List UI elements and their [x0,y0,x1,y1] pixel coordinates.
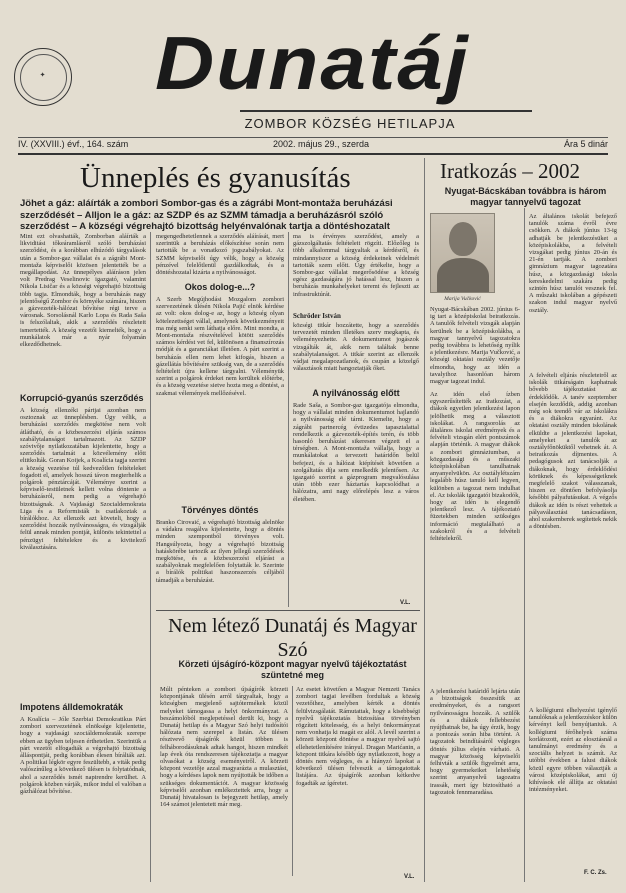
right-deck: Nyugat-Bácskában továbbra is három magyar tannyelvű tagozat [444,186,607,207]
main-headline: Ünneplés és gyanusítás [80,162,351,194]
right-col4a-text: Nyugat-Bácskában 2002. június 6-ig tart a középiskolai beiratkozás. A tanulók felvételi vizsgák alapján kerülnek be a középiskolákba, a magyar tannyelvű tagozatokra pedig továbbra is lehetőség nyílik a jelentkezésre. Marija Vučković, a községi oktatási osztály vezetője elmondta, hogy az idén a tavalyihoz hasonlóan három magyar tagozat indul. [430,306,520,386]
issue-bar [18,139,608,152]
column-rule-5 [292,686,293,876]
newspaper-subtitle: ZOMBOR KÖZSÉG HETILAPJA [244,116,456,131]
photo-caption: Marija Vučković [444,296,481,302]
main-sub-impotens: Impotens álldemokraták [20,702,146,713]
third-col3c-text: Rade Saša, a Sombor-gaz igazgatója elmondta, hogy a vállalat minden dokumentumot hajlandó a nyilvánosság elé tárni. Kiemelte, hogy a zágrábi partnercég évtizedes tapasztalattal rendelkezik a gázvezeték-építés terén, és több hasonló beruházást sikeresen végzett el a térségben. A Mont-montaža vállalja, hogy a munkálatokat a tervezett határidőn belül befejezi, és a hálózat kiépítését követően a szolgáltatás díja sem emelkedik jelentősen. Az igazgató szerint a gázprogram megvalósulása után több ezer háztartás kapcsolódhat a hálózatra, ami nagy előrelépés lesz a város életében. [293,402,419,503]
middle-col2a-text: megengedhetetlennek a szerződés aláírását, mert szerintük a beruházás előkészítése során nem tartották be a vonatkozó jogszabályokat. Az SZMM képviselői úgy vélik, hogy a község pénzével felelőtlenül gazdálkodtak, és a döntéshozatal kizárta a nyilvánosságot. [156,233,284,277]
photo-body-shape [437,258,489,293]
photo-head-shape [449,222,477,256]
bottom-col2-text: Az esetet követően a Magyar Nemzeti Tanács zombori tagjai levélben fordultak a község vezetőihez, amelyben kérték a döntés felülvizsgálatát. Rámutattak, hogy a kisebbségi nyelvű tájékoztatás biztosítása törvényben rögzített kötelesség, és a helyi önkormányzat nem vonhatja ki magát ez alól. A levél szerint a körzeti központ döntése a magyar nyelvű sajtó ellehetetlenítésére irányul. Dragan Marićanin, a központ titkára később úgy nyilatkozott, hogy a döntés nem végleges, és a hiányzó lapokat a következő ülésen felveszik a támogatottak listájára. Az újságírók azonban kétkedve fogadták az ígéretet. [296,686,420,787]
right-col5c-text: A kollégiumi elhelyezést igénylő tanulóknak a jelentkezéskor külön kérvényt kell benyújtaniuk. A kollégiumi férőhelyek száma korlátozott, ezért az elosztásnál a tanulmányi eredmény és a szociális helyzet is számít. Az utóbbi években a falusi diákok közül egyre többen választják a városi középiskolákat, ami új kihívások elé állítja az oktatási intézményeket. [529,707,617,794]
column-rule-2 [288,232,289,607]
right-headline: Iratkozás – 2002 [440,159,580,183]
column-rule-1 [150,232,151,882]
right-col5a-text: Az általános iskolát befejező tanulók száma évről évre csökken. A diákok június 13-ig adhatják be jelentkezésüket a középiskolákba, a felvételi vizsgákat pedig június 20-án és 21-én tartják. A zombori gimnázium magyar tagozatára húsz, a közgazdasági iskola kereskedelmi szakára pedig szintén húsz tanulót vesznek fel. A műszaki iskolában a gépészeti szakon indul magyar nyelvű osztály. [529,213,617,314]
right-col4a-wrap [499,213,519,305]
bottom-story-rule [156,610,420,611]
issue-price: Ára 5 dinár [563,139,608,149]
main-sub-korrupcio: Korrupció-gyanús szerződés [20,393,146,404]
third-initials: V.L. [400,600,411,606]
bottom-headline: Nem létező Dunatáj és Magyar Szó [168,615,417,661]
issue-number: IV. (XXVIII.) évf., 164. szám [18,139,129,149]
publisher-seal [14,48,72,106]
issue-date: 2002. május 29., szerda [273,139,370,149]
middle-col2b-text: A Szerb Megújhodási Mozgalom zombori szervezetének ülésén Nikola Pajić elnök kérdése az volt: okos dolog-e az, hogy a község olyan kötelezettséget vállal, amelynek következményeit ma még senki sem láthatja előre. Mint mondta, a Mont-montaža részvételével kötött szerződés számos kérdést vet fel, különösen a finanszírozás módját és a garanciákat illetően. A párt szerint a beruházás ellen nem lehet kifogás, hiszen a gázellátás bővítésére szükség van, de a szerződés feltételeit újra kellene tárgyalni. Véleményük szerint a polgárok érdekei nem kerültek előtérbe, és a község vezetése sietve hozta meg a döntést, a szakmai vélemények mellőzésével. [156,296,284,397]
third-col3a-text: ma is érvényes szerződést, amely a gázszolgáltatás feltételeit rögzíti. Előzőleg is több alkalommal tárgyaltak a kérdésről, és mindannyiszor a község érdekeinek védelmét tartották szem előtt. Úgy értékelte, hogy a Sombor-gaz vállalat megerősödése a község egész gazdaságára jó hatással lesz, hiszen a beruházás munkahelyeket teremt és fejleszti az infrastruktúrát. [293,233,419,298]
seal-emblem: ✦ [39,72,47,79]
third-byline: Schröder István [293,312,341,320]
column-rule-3 [424,158,425,882]
issue-rule-bottom [18,153,608,155]
right-col4b-text: Az idén első ízben egyszerűsítették az iratkozást, a diákok egyetlen jelentkezési lapon jelölhetik meg a választott iskolákat. A rangsorolás az általános iskolai eredmények és a felvételi vizsgán elért pontszámok alapján történik. A magyar diákok a zombori gimnáziumban, a közgazdasági és a műszaki középiskolában tanulhatnak anyanyelvükön. Az osztálylétszám legalább húsz tanuló kell legyen, különben a tagozat nem indulhat el. Az iskolák igazgatói bizakodók, hogy az idén is elegendő jelentkező lesz. A tájékoztató füzetekben minden szükséges információ megtalálható a szakokról és a felvételi feltételekről. [430,391,520,543]
main-col1c-text: A Koalícia – Jóle Szerbiai Demokratikus Párt zombori szervezetének elnöksége kijelentette, hogy a vajdasági szociáldemokraták szerepe ebben az ügyben teljesen érthetetlen. Szerintük a párt vezetői elfogadták a végrehajtó bizottság álláspontját, pedig korábban élesen bírálták azt. A politikai légkör egyre feszültebb, a viták pedig valószínűleg a következő ülésen is folytatódnak, ahol a szerződés ismét napirendre kerülhet. A polgárok közben várják, mikor indul el valóban a gázhálózat bővítése. [20,716,146,796]
third-sub-nyilvanossag: A nyilvánosság előtt [293,388,419,399]
main-col1-text: Mint ezt olvashatták, Zomborban aláírták a likviditási tőkeáramlásról szóló beruházási szerződést, és a korábban elhúzódó tárgyalások után a Sombor-gaz vállalat és a zágrábi Mont-montaža képviselői közösen jelentették be a megállapodást. Az ünnepélyes aláíráson jelen volt Predrag Veselinovic igazgató, valamint Nikola Lisičar és a községi végrehajtó bizottság több tagja. Elmondták, hogy a beruházás nagy jelentőségű Zombor és környéke számára, hiszen a gázvezeték-hálózat bővítése régi terve a városnak. Sorsolásnál Karlo Lopa és Rada Saša is felszólaltak, akik a szerződés részleteit ismertették. A község vezetői kiemelték, hogy a munkálatok már a nyár folyamán elkezdődhetnek. [20,233,146,349]
portrait-photo [430,213,495,293]
middle-sub-torvenyes: Törvényes döntés [156,505,284,516]
main-deck: Jöhet a gáz: aláírták a zombori Sombor-gas és a zágrábi Mont-montaža beruházási szerződését – Alljon le a gáz: az SZDP és az SZMM támadja a beruházásról szóló szerződést – A községi végrehajtó bizottság helyénvalónak tartja a döntéshozatalt [20,198,393,232]
right-initials: F. C. Zs. [584,870,607,876]
right-col5b-text: A felvételi eljárás részleteiről az iskolák titkárságain kaphatnak bővebb tájékoztatást az érdeklődők. A tanév szeptember elsején kezdődik, addig azonban még sok teendő vár az iskolákra és a diákokra egyaránt. Az oktatási osztály minden iskolának elküldte a jelentkezési lapokat, amelyeket a tanulók az osztályfőnöküktől vehetnek át. A beiratkozás díjmentes. A pedagógusok azt tanácsolják a diákoknak, hogy érdeklődési körüknek és képességeiknek megfelelő szakot válasszanak, hiszen ez döntően befolyásolja későbbi pályafutásukat. A végzős diákok az idén is részt vehettek a pályaválasztási tanácsadáson, ahol szakemberek segítettek nekik a döntésben. [529,372,617,531]
newspaper-title: Dunatáj [155,21,470,106]
bottom-deck: Körzeti újságíró-központ magyar nyelvű tájékoztatást szüntetné meg [178,659,407,680]
right-col4c-text: A jelentkezési határidő lejárta után a bizottságok összesítik az eredményeket, és a rangsort nyilvánosságra hozzák. A szülők és a diákok fellebbezést nyújthatnak be, ha úgy érzik, hogy a pontozás során hiba történt. A tagozatok beindításáról végleges döntés július elején várható. A magyar közösség képviselői felhívták a szülők figyelmét arra, hogy gyermekeiket lehetőség szerint anyanyelvű tagozatra irassák, mert így biztosítható a tagozatok fennmaradása. [430,688,520,796]
main-col1b-text: A község ellenzéki pártjai azonban nem osztoznak az ünneplésben. Úgy vélik, a beruházási szerződés megkötése nem volt átlátható, és a közbeszerzési eljárás számos szabálytalanságot tartalmazott. Az SZDP szóvivője nyilatkozatában kijelentette, hogy a szerződés tartalmát a közvélemény előtt eltitkolták. Goran Koijek, a Koalícia tagja szerint a község vezetése túl kedvezőtlen feltételeket fogadott el, amelyek hosszú távon megterhelik a polgárok pénztárcáját. Véleménye szerint a képviselő-testületnek kellett volna döntenie a beruházásról, nem pedig a végrehajtó bizottságnak. A Vajdasági Szocialdemokrata Liga és a Reformisták is csatlakoztak a bírálókhoz. Az ellenzék azt követeli, hogy a szerződést hozzák nyilvánosságra, és vizsgálják felül annak minden pontját, különös tekintettel a pénzügyi feltételekre és a kivitelező kiválasztására. [20,407,146,551]
bottom-initials: V.L. [404,874,415,880]
middle-col2c-text: Branko Ćirovaić, a végrehajtó bizottság alelnöke a vádakra reagálva kijelentette, hogy a döntés minden szempontból törvényes volt. Hangsúlyozta, hogy a végrehajtó bizottság hatáskörébe tartozik az ilyen jellegű szerződések megkötése, és a közbeszerzési eljárást a szabályoknak megfelelően folytatták le. Szerinte a bírálók politikai haszonszerzés céljából támadják a beruházást. [156,519,284,584]
column-rule-4 [524,208,525,882]
bottom-col1-text: Múlt pénteken a zombori újságírók körzeti központjának ülésén arról tárgyaltak, hogy a községben megjelenő sajtótermékek közül melyeket támogassa a helyi önkormányzat. A beszámolóból meglepetéssel derült ki, hogy a Dunatáj hetilap és a Magyar Szó helyi tudósítói hálózata nem szerepel a listán. Az ülésen résztvevő újságírók közül többen is felháborodásuknak adtak hangot, hiszen mindkét lap évek óta rendszeresen tájékoztatja a magyar olvasókat a község eseményeiről. A körzeti központ vezetője azzal magyarázta a mulasztást, hogy a kérdéses lapok nem nyújtották be időben a szükséges dokumentációt. A magyar közösség képviselői azonban emlékeztettek arra, hogy a Dunatáj hivatalosan is bejegyzett hetilap, amely 164 számot jelentetett már meg. [160,686,288,809]
issue-rule-top [18,137,608,138]
third-col3b-text: községi titkár hozzátette, hogy a szerződés tervezetét minden illetékes szerv megkapta, és véleményezhette. A dokumentumot jogászok vizsgálták át, akik nem találtak benne szabálytalanságot. A titkár szerint az ellenzék vádjai megalapozatlanok, és csupán a közelgő választások miatt hangoztatják őket. [293,322,419,373]
middle-sub-okos: Okos dolog-e...? [156,282,284,293]
title-underline [240,110,532,112]
